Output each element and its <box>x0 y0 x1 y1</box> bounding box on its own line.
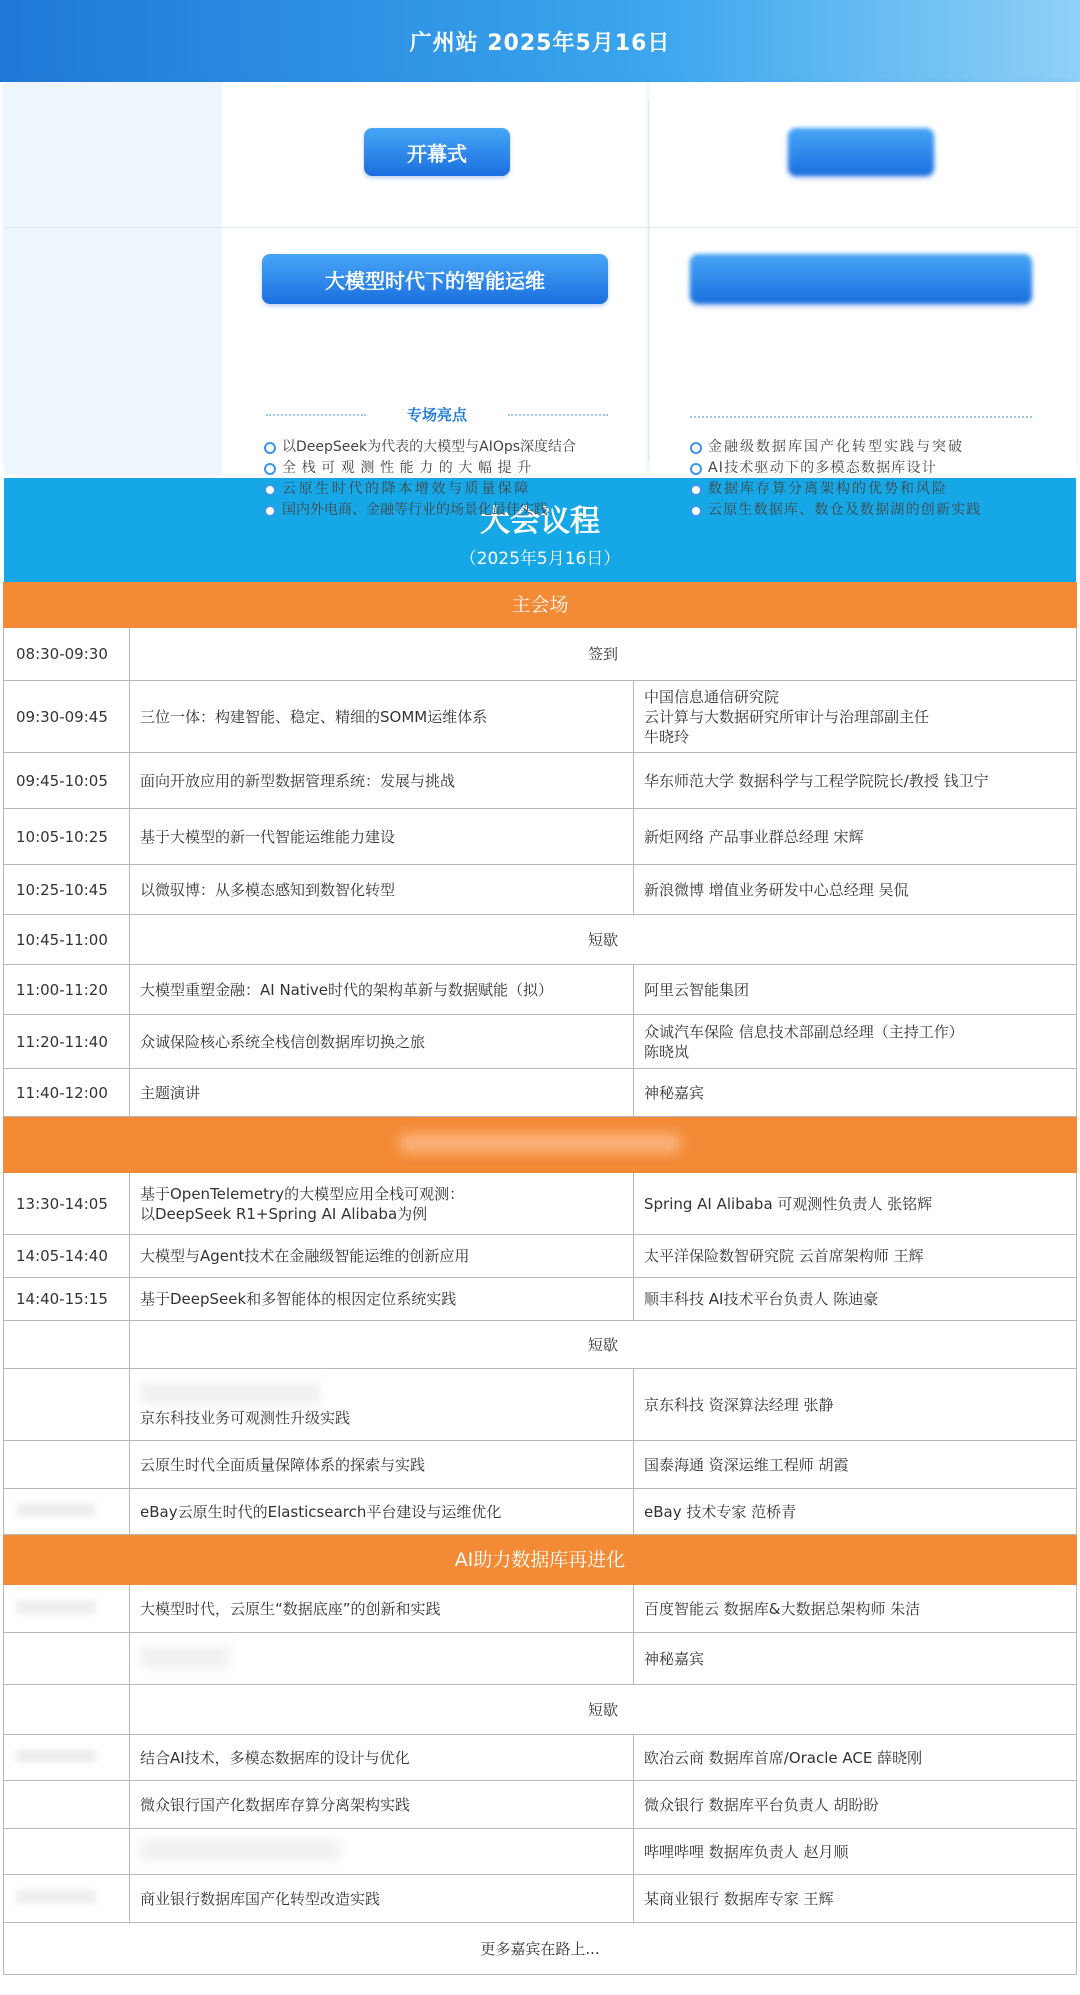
time-cell <box>4 1441 130 1489</box>
blurred-region <box>140 1382 320 1404</box>
topic-cell: 云原生时代全面质量保障体系的探索与实践 <box>130 1441 634 1489</box>
time-cell: 11:00-11:20 <box>4 965 130 1015</box>
divider-vertical <box>648 102 649 462</box>
speaker-cell: 某商业银行 数据库专家 王辉 <box>634 1875 1077 1923</box>
time-cell <box>4 1321 130 1369</box>
footer-cell: 更多嘉宾在路上... <box>4 1923 1077 1975</box>
list-item: 云原生数据库、数仓及数据湖的创新实践 <box>688 500 982 521</box>
topic-cell: 面向开放应用的新型数据管理系统：发展与挑战 <box>130 753 634 809</box>
time-cell: 10:45-11:00 <box>4 915 130 965</box>
table-row <box>4 1441 1077 1489</box>
table-row <box>4 1278 1077 1321</box>
time-cell: 08:30-09:30 <box>4 628 130 681</box>
topic-line: 京东科技业务可观测性升级实践 <box>140 1408 351 1427</box>
highlights-subtitle <box>266 404 608 425</box>
db-highlights-list <box>688 437 982 521</box>
time-cell: 14:05-14:40 <box>4 1235 130 1278</box>
blurred-region <box>16 1890 96 1904</box>
blurred-region <box>16 1749 96 1763</box>
topic-cell: 以微驭博：从多模态感知到数智化转型 <box>130 865 634 915</box>
table-row <box>4 1735 1077 1781</box>
speaker-line: 中国信息通信研究院 <box>644 687 780 706</box>
blurred-region <box>140 1646 230 1668</box>
speaker-line: 牛晓玲 <box>644 727 690 746</box>
section-title: 主会场 <box>4 583 1077 628</box>
topic-cell: 众诚保险核心系统全栈信创数据库切换之旅 <box>130 1015 634 1069</box>
agenda-title: 大会议程 <box>480 504 600 539</box>
speaker-cell: 微众银行 数据库平台负责人 胡盼盼 <box>634 1781 1077 1829</box>
table-row <box>4 1829 1077 1875</box>
opening-pill <box>364 128 510 176</box>
blurred-pill-bottom <box>690 254 1032 304</box>
time-cell: 09:30-09:45 <box>4 681 130 753</box>
speaker-cell: 百度智能云 数据库&大数据总架构师 朱洁 <box>634 1585 1077 1633</box>
table-row <box>4 1685 1077 1735</box>
section-header-db <box>4 1535 1077 1585</box>
table-row <box>4 865 1077 915</box>
dotted-separator <box>690 416 1032 418</box>
list-item: 云原生时代的降本增效与质量保障 <box>262 479 576 500</box>
speaker-cell: 华东师范大学 数据科学与工程学院院长/教授 钱卫宁 <box>634 753 1077 809</box>
topic-cell: 商业银行数据库国产化转型改造实践 <box>130 1875 634 1923</box>
topic-cell: eBay云原生时代的Elasticsearch平台建设与运维优化 <box>130 1489 634 1535</box>
topic-line: 以DeepSeek R1+Spring AI Alibaba为例 <box>140 1204 428 1223</box>
section-title: AI助力数据库再进化 <box>4 1535 1077 1585</box>
speaker-cell: 新炬网络 产品事业群总经理 宋辉 <box>634 809 1077 865</box>
table-row <box>4 1923 1077 1975</box>
table-row <box>4 1069 1077 1117</box>
topic-cell <box>130 1173 634 1235</box>
speaker-cell: 欧冶云商 数据库首席/Oracle ACE 薛晓刚 <box>634 1735 1077 1781</box>
speaker-cell: 京东科技 资深算法经理 张静 <box>634 1369 1077 1441</box>
table-row <box>4 1781 1077 1829</box>
topic-cell: 大模型重塑金融：AI Native时代的架构革新与数据赋能（拟） <box>130 965 634 1015</box>
table-row <box>4 1321 1077 1369</box>
time-cell: 10:05-10:25 <box>4 809 130 865</box>
speaker-cell <box>634 1015 1077 1069</box>
city-date-banner <box>0 0 1080 82</box>
table-row <box>4 1633 1077 1685</box>
blurred-region <box>16 1600 96 1614</box>
banner-title: 广州站 2025年5月16日 <box>409 30 671 56</box>
topic-cell <box>130 1633 634 1685</box>
time-cell <box>4 1369 130 1441</box>
speaker-line: 众诚汽车保险 信息技术部副总经理（主持工作） <box>644 1022 964 1041</box>
topic-cell: 基于DeepSeek和多智能体的根因定位系统实践 <box>130 1278 634 1321</box>
ops-highlights-list <box>262 437 576 521</box>
speaker-cell: Spring AI Alibaba 可观测性负责人 张铭辉 <box>634 1173 1077 1235</box>
speaker-cell: 阿里云智能集团 <box>634 965 1077 1015</box>
table-row <box>4 1235 1077 1278</box>
topic-cell: 大模型时代，云原生“数据底座”的创新和实践 <box>130 1585 634 1633</box>
blurred-region <box>16 1503 96 1517</box>
time-cell <box>4 1633 130 1685</box>
speaker-line: 云计算与大数据研究所审计与治理部副主任 <box>644 707 930 726</box>
list-item: AI技术驱动下的多模态数据库设计 <box>688 458 982 479</box>
speaker-cell: 神秘嘉宾 <box>634 1633 1077 1685</box>
table-row <box>4 681 1077 753</box>
agenda-table <box>3 582 1077 1975</box>
time-cell: 09:45-10:05 <box>4 753 130 809</box>
time-cell <box>4 1489 130 1535</box>
agenda-date: （2025年5月16日） <box>459 549 621 569</box>
topic-cell: 大模型与Agent技术在金融级智能运维的创新应用 <box>130 1235 634 1278</box>
topic-cell: 微众银行国产化数据库存算分离架构实践 <box>130 1781 634 1829</box>
topic-cell: 结合AI技术，多模态数据库的设计与优化 <box>130 1735 634 1781</box>
table-row <box>4 753 1077 809</box>
topic-cell: 三位一体：构建智能、稳定、精细的SOMM运维体系 <box>130 681 634 753</box>
time-cell: 10:25-10:45 <box>4 865 130 915</box>
section-title-blurred <box>4 1117 1077 1173</box>
speaker-cell: 哔哩哔哩 数据库负责人 赵月顺 <box>634 1829 1077 1875</box>
session-overview <box>4 82 1076 518</box>
list-item: 数据库存算分离架构的优势和风险 <box>688 479 982 500</box>
table-row <box>4 628 1077 681</box>
time-cell <box>4 1781 130 1829</box>
time-cell <box>4 1735 130 1781</box>
table-row <box>4 915 1077 965</box>
list-item: 国内外电商、金融等行业的场景化最佳实践 <box>262 500 576 521</box>
speaker-cell: 新浪微博 增值业务研发中心总经理 吴侃 <box>634 865 1077 915</box>
span-cell: 短歇 <box>130 1321 1077 1369</box>
time-cell: 11:20-11:40 <box>4 1015 130 1069</box>
time-cell <box>4 1875 130 1923</box>
time-cell: 14:40-15:15 <box>4 1278 130 1321</box>
blurred-title <box>400 1133 680 1153</box>
section-header-main <box>4 583 1077 628</box>
table-row <box>4 1015 1077 1069</box>
list-item: 以DeepSeek为代表的大模型与AIOps深度结合 <box>262 437 576 458</box>
time-cell: 11:40-12:00 <box>4 1069 130 1117</box>
table-row <box>4 1489 1077 1535</box>
highlights-subtitle-text: 专场亮点 <box>406 406 467 424</box>
ops-session-pill <box>262 254 608 304</box>
topic-cell <box>130 1369 634 1441</box>
divider <box>4 227 1076 228</box>
topic-cell: 基于大模型的新一代智能运维能力建设 <box>130 809 634 865</box>
time-cell <box>4 1685 130 1735</box>
list-item: 全栈可观测性能力的大幅提升 <box>262 458 576 479</box>
span-cell: 短歇 <box>130 915 1077 965</box>
speaker-line: 陈晓岚 <box>644 1042 690 1061</box>
time-cell <box>4 1585 130 1633</box>
table-row <box>4 809 1077 865</box>
span-cell: 短歇 <box>130 1685 1077 1735</box>
table-row <box>4 1173 1077 1235</box>
table-row <box>4 965 1077 1015</box>
speaker-cell <box>634 681 1077 753</box>
speaker-cell: 国泰海通 资深运维工程师 胡霞 <box>634 1441 1077 1489</box>
speaker-cell: 太平洋保险数智研究院 云首席架构师 王辉 <box>634 1235 1077 1278</box>
ops-session-label: 大模型时代下的智能运维 <box>325 268 545 293</box>
topic-line: 基于OpenTelemetry的大模型应用全栈可观测： <box>140 1184 465 1203</box>
speaker-cell: 神秘嘉宾 <box>634 1069 1077 1117</box>
table-row <box>4 1369 1077 1441</box>
list-item: 金融级数据库国产化转型实践与突破 <box>688 437 982 458</box>
speaker-cell: eBay 技术专家 范桥青 <box>634 1489 1077 1535</box>
time-cell <box>4 1829 130 1875</box>
section-header-ops <box>4 1117 1077 1173</box>
topic-cell <box>130 1829 634 1875</box>
opening-label: 开幕式 <box>407 141 467 166</box>
table-row <box>4 1875 1077 1923</box>
decor-band <box>4 82 222 474</box>
time-cell: 13:30-14:05 <box>4 1173 130 1235</box>
span-cell: 签到 <box>130 628 1077 681</box>
blurred-pill-top <box>788 128 934 176</box>
speaker-cell: 顺丰科技 AI技术平台负责人 陈迪豪 <box>634 1278 1077 1321</box>
table-row <box>4 1585 1077 1633</box>
topic-cell: 主题演讲 <box>130 1069 634 1117</box>
blurred-region <box>140 1839 340 1861</box>
